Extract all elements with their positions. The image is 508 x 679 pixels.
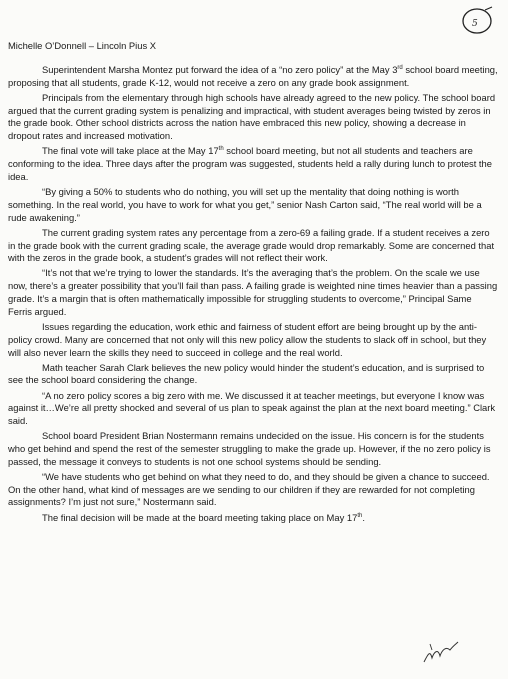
page-number: 5 xyxy=(472,19,478,29)
paragraph: “A no zero policy scores a big zero with me. We discussed it at teacher meetings, but everyone I know was against it…We’re all pretty shocked and several of us plan to speak against the plan at the next board meeting.” Clark said. xyxy=(8,389,496,427)
paragraph: Math teacher Sarah Clark believes the new policy would hinder the student’s education, and is surprised to see the school board considering the change. xyxy=(8,361,485,386)
circled-page-number xyxy=(460,6,494,36)
page-number-circle-icon xyxy=(460,6,494,36)
handwritten-initials xyxy=(420,640,460,666)
paragraph: “By giving a 50% to students who do nothing, you will set up the mentality that doing nothing is worth something. In the real world, you have to work for what you get,” senior Nash Carton said, “The real world will be a rude awakening.” xyxy=(8,186,482,223)
paragraph: The final vote will take place at the May 17th school board meeting, but not all students and teachers are conforming to the idea. Three days after the program was suggested, students held a rally during lunch to protest the idea. xyxy=(8,145,492,182)
paragraph: “It’s not that we’re trying to lower the standards. It’s the averaging that’s the problem. On the scale we use now, there’s a greater possibility that you’ll fail than pass. A failing grade is weighted nine times heavier than a passing grade. It’s a margin that is often mathematically impossible for struggling students to overcome,” Principal Same Ferris argued. xyxy=(8,267,498,317)
paragraph: Superintendent Marsha Montez put forward the idea of a “no zero policy” at the May 3rd school board meeting, proposing that all students, grade K-12, would not receive a zero on any grade book assignment. xyxy=(8,64,498,88)
article-body xyxy=(8,64,498,527)
paragraph: The final decision will be made at the board meeting taking place on May 17th. xyxy=(42,511,365,523)
byline: Michelle O’Donnell – Lincoln Pius X xyxy=(8,40,156,51)
paragraph: Issues regarding the education, work ethic and fairness of student effort are being brought up by the anti-policy crowd. Many are concerned that not only will this new policy allow the students to slack off in school, but they will also never learn the skills they need to succeed in college and the real world. xyxy=(8,320,487,358)
paragraph: The current grading system rates any percentage from a zero-69 a failing grade. If a student receives a zero in the grade book with the current grading scale, the average grade would drop remarkably. Some are concerned that with the zeros in the grade book, a student’s grades will not reflect their work. xyxy=(8,226,495,264)
paragraph: “We have students who get behind on what they need to do, and they should be given a chance to succeed. On the other hand, what kind of messages are we sending to our children if they are rewarded for not completing assignments? I’m just not sure,” Nostermann said. xyxy=(8,470,490,508)
paragraph: Principals from the elementary through high schools have already agreed to the new policy. The school board argued that the current grading system is penalizing and impractical, with student averages being twisted by zeros in the grade book. Other school districts across the nation have embraced this new policy, showing a decrease in dropout rates and increased motivation. xyxy=(8,91,496,142)
initials-signature-icon xyxy=(420,640,460,666)
paragraph: School board President Brian Nostermann remains undecided on the issue. His concern is for the students who get behind and spend the rest of the semester struggling to make the grade up. However, if the no zero policy is passed, the message it conveys to students is not one school systems should be sending. xyxy=(8,430,491,467)
